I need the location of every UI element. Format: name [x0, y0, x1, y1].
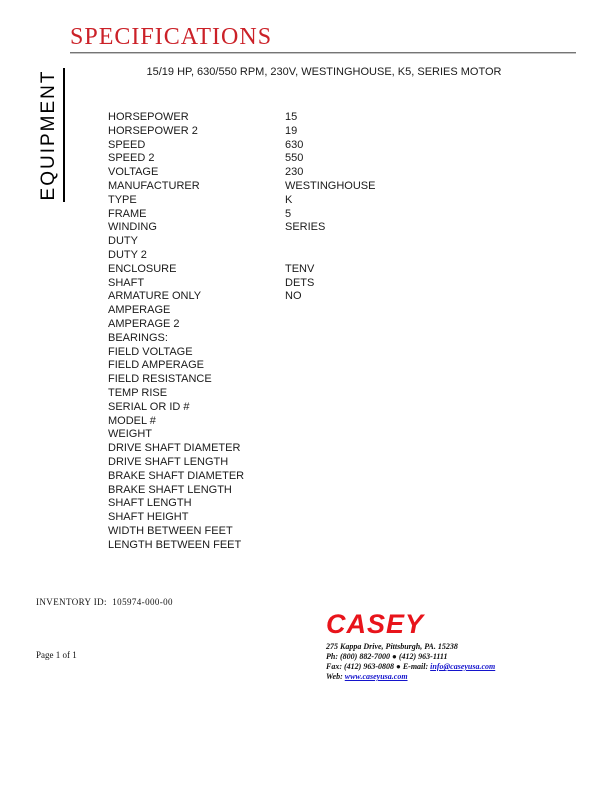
spec-value: NO — [285, 290, 302, 303]
spec-table-row — [108, 208, 528, 222]
spec-label: LENGTH BETWEEN FEET — [108, 538, 242, 551]
spec-table-row — [108, 180, 528, 194]
spec-value — [285, 332, 528, 346]
spec-table-row — [108, 263, 528, 277]
spec-label: FIELD VOLTAGE — [108, 345, 193, 358]
spec-value — [285, 346, 528, 360]
spec-table-row — [108, 277, 528, 291]
inventory-id-line — [36, 597, 173, 607]
spec-value — [285, 442, 528, 456]
company-logo: CASEY — [326, 609, 425, 639]
spec-value — [285, 359, 528, 373]
spec-table-row — [108, 359, 528, 373]
company-address-line: 275 Kappa Drive, Pittsburgh, PA. 15238 — [326, 642, 458, 651]
spec-label: SHAFT LENGTH — [108, 497, 192, 510]
spec-label: BEARINGS: — [108, 331, 168, 344]
spec-label: WIDTH BETWEEN FEET — [108, 524, 233, 537]
spec-label: DUTY — [108, 235, 138, 248]
spec-label: VOLTAGE — [108, 166, 159, 179]
equipment-section-side-label: EQUIPMENT — [38, 68, 65, 202]
spec-value: TENV — [285, 262, 315, 275]
spec-table-row — [108, 249, 528, 263]
spec-value — [285, 497, 528, 511]
inventory-id-label: INVENTORY ID: — [36, 597, 107, 607]
spec-label: DRIVE SHAFT LENGTH — [108, 455, 229, 468]
company-fax-email-line — [326, 662, 586, 672]
spec-table-row — [108, 484, 528, 498]
spec-label: AMPERAGE — [108, 304, 171, 317]
inventory-id-value: 105974-000-00 — [112, 597, 173, 607]
spec-value — [285, 249, 528, 263]
web-label: Web: — [326, 672, 345, 681]
spec-label: DUTY 2 — [108, 248, 147, 261]
website-link[interactable]: www.caseyusa.com — [344, 672, 408, 681]
spec-label: ENCLOSURE — [108, 262, 177, 275]
spec-label: ARMATURE ONLY — [108, 290, 202, 303]
spec-value: 230 — [285, 166, 304, 179]
spec-table-row — [108, 346, 528, 360]
spec-label: DRIVE SHAFT DIAMETER — [108, 442, 241, 455]
spec-value: 15 — [285, 111, 298, 123]
spec-value — [285, 401, 528, 415]
spec-label: BRAKE SHAFT LENGTH — [108, 483, 232, 496]
spec-label: TEMP RISE — [108, 386, 168, 399]
spec-table-row — [108, 166, 528, 180]
spec-table-row — [108, 415, 528, 429]
spec-table-row — [108, 428, 528, 442]
spec-value: 19 — [285, 124, 298, 137]
spec-table-row — [108, 442, 528, 456]
spec-label: SERIAL OR ID # — [108, 400, 190, 413]
spec-value: DETS — [285, 276, 315, 289]
spec-label: SPEED 2 — [108, 152, 155, 165]
spec-value — [285, 511, 528, 525]
spec-label: HORSEPOWER — [108, 111, 189, 123]
spec-table-row — [108, 125, 528, 139]
title-rule-divider — [70, 52, 576, 54]
spec-table-row — [108, 194, 528, 208]
spec-table-row — [108, 470, 528, 484]
spec-label: MANUFACTURER — [108, 179, 200, 192]
page-number-label: Page 1 of 1 — [36, 650, 77, 660]
spec-label: AMPERAGE 2 — [108, 317, 180, 330]
spec-table — [108, 111, 528, 553]
spec-value: 550 — [285, 152, 304, 165]
spec-value: 5 — [285, 207, 292, 220]
spec-table-row — [108, 456, 528, 470]
spec-table-row — [108, 511, 528, 525]
spec-table-row — [108, 221, 528, 235]
spec-value — [285, 373, 528, 387]
spec-table-row — [108, 497, 528, 511]
spec-value — [285, 304, 528, 318]
email-link[interactable]: info@caseyusa.com — [430, 662, 496, 671]
page-title: SPECIFICATIONS — [70, 24, 273, 50]
spec-table-row — [108, 111, 528, 125]
spec-label: FRAME — [108, 207, 147, 220]
spec-label: FIELD RESISTANCE — [108, 373, 212, 386]
fax-email-label: Fax: (412) 963-0808 ● E-mail: — [326, 662, 431, 671]
spec-value — [285, 539, 528, 553]
spec-label: FIELD AMPERAGE — [108, 359, 204, 372]
spec-value — [285, 428, 528, 442]
spec-table-row — [108, 304, 528, 318]
company-contact-lines — [326, 642, 586, 682]
spec-table-row — [108, 152, 528, 166]
spec-table-row — [108, 290, 528, 304]
spec-table-row — [108, 539, 528, 553]
company-phone-line: Ph: (800) 882-7000 ● (412) 963-1111 — [326, 652, 448, 661]
spec-label: SHAFT — [108, 276, 145, 289]
spec-label: WINDING — [108, 221, 157, 234]
company-web-line — [326, 672, 586, 682]
spec-value: 630 — [285, 138, 304, 151]
spec-value — [285, 470, 528, 484]
spec-label: TYPE — [108, 193, 137, 206]
spec-value — [285, 415, 528, 429]
spec-label: BRAKE SHAFT DIAMETER — [108, 469, 245, 482]
spec-value — [285, 525, 528, 539]
spec-label: MODEL # — [108, 414, 156, 427]
spec-table-row — [108, 332, 528, 346]
spec-label: WEIGHT — [108, 428, 152, 441]
spec-value — [285, 318, 528, 332]
spec-value: WESTINGHOUSE — [285, 179, 376, 192]
spec-label: SPEED — [108, 138, 146, 151]
spec-label: SHAFT HEIGHT — [108, 511, 189, 524]
spec-value — [285, 484, 528, 498]
spec-table-row — [108, 318, 528, 332]
spec-table-row — [108, 139, 528, 153]
spec-table-row — [108, 401, 528, 415]
spec-table-row — [108, 373, 528, 387]
spec-table-row — [108, 387, 528, 401]
spec-label: HORSEPOWER 2 — [108, 124, 198, 137]
spec-value: SERIES — [285, 221, 326, 234]
spec-table-row — [108, 235, 528, 249]
spec-value: K — [285, 193, 293, 206]
spec-value — [285, 235, 528, 249]
company-footer-block — [326, 609, 586, 682]
equipment-description-subtitle: 15/19 HP, 630/550 RPM, 230V, WESTINGHOUSE, K5, SERIES MOTOR — [146, 66, 502, 78]
spec-value — [285, 456, 528, 470]
spec-value — [285, 387, 528, 401]
spec-table-row — [108, 525, 528, 539]
